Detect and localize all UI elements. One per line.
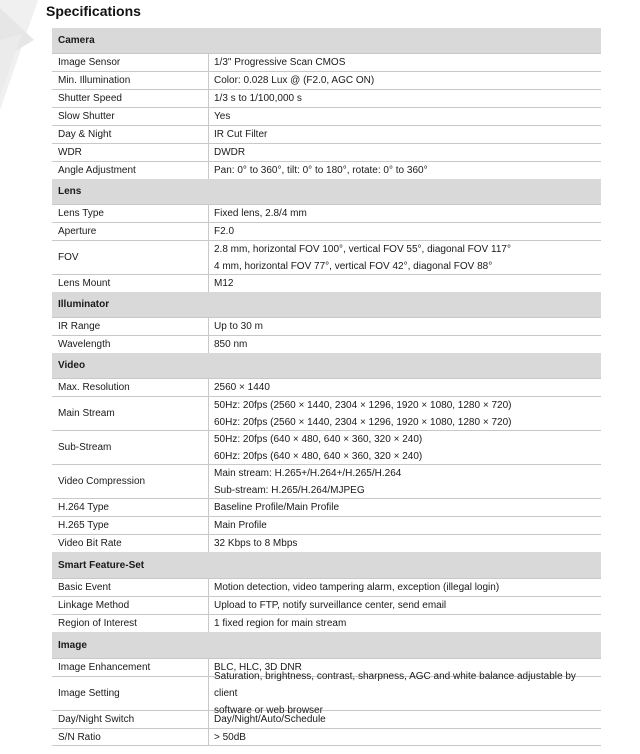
spec-key: S/N Ratio [52, 729, 209, 745]
spec-row-wdr [52, 143, 601, 161]
spec-value-line2: 60Hz: 20fps (2560 × 1440, 2304 × 1296, 1920 × 1080, 1280 × 720) [214, 416, 512, 428]
spec-row-h264-type [52, 498, 601, 516]
spec-row-max-resolution [52, 378, 601, 396]
spec-row-day-night [52, 125, 601, 143]
spec-value-line2: software or web browser [214, 705, 323, 716]
spec-key: H.264 Type [52, 499, 209, 516]
spec-key: WDR [52, 144, 209, 161]
spec-value: 1 fixed region for main stream [214, 618, 347, 629]
spec-key: Region of Interest [52, 615, 209, 632]
spec-key: Day/Night Switch [52, 711, 209, 728]
spec-row-angle-adjustment [52, 161, 601, 179]
spec-value: 2560 × 1440 [214, 382, 270, 393]
spec-row-linkage-method [52, 596, 601, 614]
spec-value: Saturation, brightness, contrast, sharpness, AGC and white balance adjustable by client [214, 671, 576, 699]
spec-row-video-bit-rate [52, 534, 601, 552]
page-title: Specifications [46, 3, 141, 19]
spec-value: BLC, HLC, 3D DNR [214, 662, 302, 673]
spec-row-day-night-switch [52, 710, 601, 728]
spec-key: Image Setting [52, 677, 209, 710]
spec-value: 2.8 mm, horizontal FOV 100°, vertical FOV 55°, diagonal FOV 117° [214, 243, 511, 255]
spec-table [52, 28, 601, 746]
spec-value: Pan: 0° to 360°, tilt: 0° to 180°, rotate: 0° to 360° [214, 165, 428, 176]
spec-row-lens-type [52, 204, 601, 222]
spec-row-aperture [52, 222, 601, 240]
spec-key: Linkage Method [52, 597, 209, 614]
section-header-illuminator: Illuminator [52, 292, 601, 317]
spec-value: Color: 0.028 Lux @ (F2.0, AGC ON) [214, 75, 375, 86]
section-header-lens: Lens [52, 179, 601, 204]
spec-key: Image Enhancement [52, 659, 209, 676]
spec-row-ir-range [52, 317, 601, 335]
spec-row-min-illumination [52, 71, 601, 89]
spec-row-video-compression [52, 464, 601, 498]
spec-key: H.265 Type [52, 517, 209, 534]
spec-row-shutter-speed [52, 89, 601, 107]
spec-value: Yes [214, 111, 231, 122]
spec-value: 32 Kbps to 8 Mbps [214, 538, 298, 549]
spec-value: Up to 30 m [214, 321, 263, 332]
spec-key: Min. Illumination [52, 72, 209, 89]
spec-row-region-of-interest [52, 614, 601, 632]
spec-value-line2: 60Hz: 20fps (640 × 480, 640 × 360, 320 × 240) [214, 450, 423, 462]
spec-row-slow-shutter [52, 107, 601, 125]
spec-key: Max. Resolution [52, 379, 209, 396]
spec-value: Upload to FTP, notify surveillance center, send email [214, 600, 447, 611]
spec-value: Main stream: H.265+/H.264+/H.265/H.264 [214, 467, 402, 479]
spec-key: Video Compression [52, 465, 209, 498]
spec-key: Aperture [52, 223, 209, 240]
spec-key: FOV [52, 241, 209, 274]
spec-key: Video Bit Rate [52, 535, 209, 552]
spec-key: Day & Night [52, 126, 209, 143]
spec-key: Main Stream [52, 397, 209, 430]
spec-key: Slow Shutter [52, 108, 209, 125]
spec-value: Main Profile [214, 520, 267, 531]
spec-row-wavelength [52, 335, 601, 353]
spec-row-sub-stream [52, 430, 601, 464]
spec-row-lens-mount [52, 274, 601, 292]
spec-key: Wavelength [52, 336, 209, 353]
spec-key: Shutter Speed [52, 90, 209, 107]
spec-value-line2: Sub-stream: H.265/H.264/MJPEG [214, 484, 365, 496]
spec-key: Lens Type [52, 205, 209, 222]
spec-row-image-sensor [52, 53, 601, 71]
spec-row-sn-ratio [52, 728, 601, 746]
section-header-camera: Camera [52, 28, 601, 53]
spec-value: Baseline Profile/Main Profile [214, 502, 340, 513]
spec-key: Lens Mount [52, 275, 209, 292]
spec-row-main-stream [52, 396, 601, 430]
spec-value: IR Cut Filter [214, 129, 268, 140]
section-header-image: Image [52, 632, 601, 658]
spec-value: 850 nm [214, 339, 248, 350]
spec-value: 1/3 s to 1/100,000 s [214, 93, 302, 104]
spec-value: DWDR [214, 147, 246, 158]
section-header-smart-feature-set: Smart Feature-Set [52, 552, 601, 578]
spec-value: 50Hz: 20fps (640 × 480, 640 × 360, 320 × 240) [214, 433, 423, 445]
spec-value: > 50dB [214, 731, 246, 743]
spec-key: Basic Event [52, 579, 209, 596]
spec-key: Angle Adjustment [52, 162, 209, 179]
spec-value: M12 [214, 278, 234, 289]
spec-row-h265-type [52, 516, 601, 534]
spec-value: 50Hz: 20fps (2560 × 1440, 2304 × 1296, 1920 × 1080, 1280 × 720) [214, 399, 512, 411]
spec-key: Image Sensor [52, 54, 209, 71]
spec-value: 1/3" Progressive Scan CMOS [214, 57, 346, 68]
spec-row-image-setting [52, 671, 601, 716]
spec-row-fov [52, 240, 601, 274]
spec-key: Sub-Stream [52, 431, 209, 464]
section-header-video: Video [52, 353, 601, 378]
spec-value: Motion detection, video tampering alarm, exception (illegal login) [214, 582, 500, 593]
spec-value: Fixed lens, 2.8/4 mm [214, 208, 307, 219]
spec-value: F2.0 [214, 226, 235, 237]
spec-value: Day/Night/Auto/Schedule [214, 714, 326, 725]
spec-value-line2: 4 mm, horizontal FOV 77°, vertical FOV 42°, diagonal FOV 88° [214, 260, 493, 272]
spec-row-basic-event [52, 578, 601, 596]
spec-key: IR Range [52, 318, 209, 335]
